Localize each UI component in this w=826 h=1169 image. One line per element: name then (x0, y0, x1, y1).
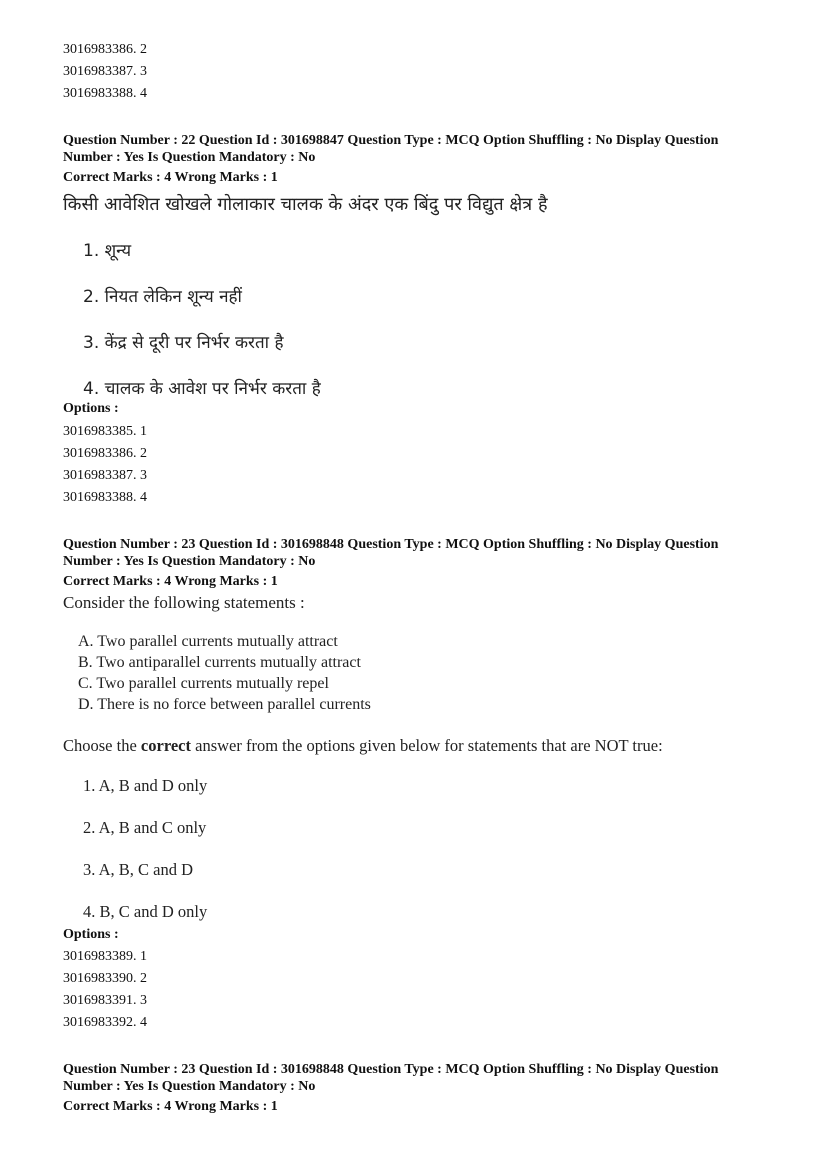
option-id-line: 3016983387. 3 (63, 468, 147, 483)
answer-choice: 2. नियत लेकिन शून्य नहीं (83, 287, 242, 307)
question-prompt (63, 736, 663, 756)
question-meta-line1: Question Number : 23 Question Id : 301698848 Question Type : MCQ Option Shuffling : No Display Question (63, 537, 719, 552)
prompt-text-after: answer from the options given below for statements that are NOT true: (191, 736, 663, 755)
option-id-line: 3016983391. 3 (63, 993, 147, 1008)
options-label: Options : (63, 927, 119, 942)
question-meta-line1: Question Number : 22 Question Id : 301698847 Question Type : MCQ Option Shuffling : No Display Question (63, 133, 719, 148)
option-id-line: 3016983385. 1 (63, 424, 147, 439)
answer-choice: 1. शून्य (83, 241, 132, 261)
statement: B. Two antiparallel currents mutually attract (78, 654, 361, 671)
question-meta-line2: Number : Yes Is Question Mandatory : No (63, 554, 316, 569)
option-id-line: 3016983390. 2 (63, 971, 147, 986)
answer-choice: 2. A, B and C only (83, 818, 207, 837)
option-id-line: 3016983386. 2 (63, 446, 147, 461)
question-header (63, 132, 763, 186)
statement: C. Two parallel currents mutually repel (78, 675, 329, 692)
options-label: Options : (63, 401, 119, 416)
question-marks: Correct Marks : 4 Wrong Marks : 1 (63, 170, 278, 185)
answer-choice: 3. केंद्र से दूरी पर निर्भर करता है (83, 333, 284, 353)
option-id-line: 3016983389. 1 (63, 949, 147, 964)
question-marks: Correct Marks : 4 Wrong Marks : 1 (63, 574, 278, 589)
option-id-line: 3016983392. 4 (63, 1015, 147, 1030)
answer-choice: 3. A, B, C and D (83, 860, 194, 879)
prompt-text-before: Choose the (63, 736, 141, 755)
question-marks: Correct Marks : 4 Wrong Marks : 1 (63, 1099, 278, 1114)
statement: A. Two parallel currents mutually attract (78, 633, 338, 650)
question-header (63, 536, 763, 590)
question-meta-line1: Question Number : 23 Question Id : 301698848 Question Type : MCQ Option Shuffling : No Display Question (63, 1062, 719, 1077)
option-id-line: 3016983388. 4 (63, 490, 147, 505)
question-header (63, 1061, 763, 1115)
answer-choice: 1. A, B and D only (83, 776, 208, 795)
option-id-line: 3016983386. 2 (63, 42, 147, 57)
question-text: किसी आवेशित खोखले गोलाकार चालक के अंदर एक बिंदु पर विद्युत क्षेत्र है (63, 194, 548, 215)
answer-choice: 4. चालक के आवेश पर निर्भर करता है (83, 379, 321, 399)
question-intro: Consider the following statements : (63, 593, 305, 612)
question-meta-line2: Number : Yes Is Question Mandatory : No (63, 1079, 316, 1094)
prompt-keyword: correct (140, 736, 191, 755)
statement: D. There is no force between parallel currents (78, 696, 371, 713)
option-id-line: 3016983387. 3 (63, 64, 147, 79)
option-id-line: 3016983388. 4 (63, 86, 147, 101)
answer-choice: 4. B, C and D only (83, 902, 208, 921)
question-meta-line2: Number : Yes Is Question Mandatory : No (63, 150, 316, 165)
